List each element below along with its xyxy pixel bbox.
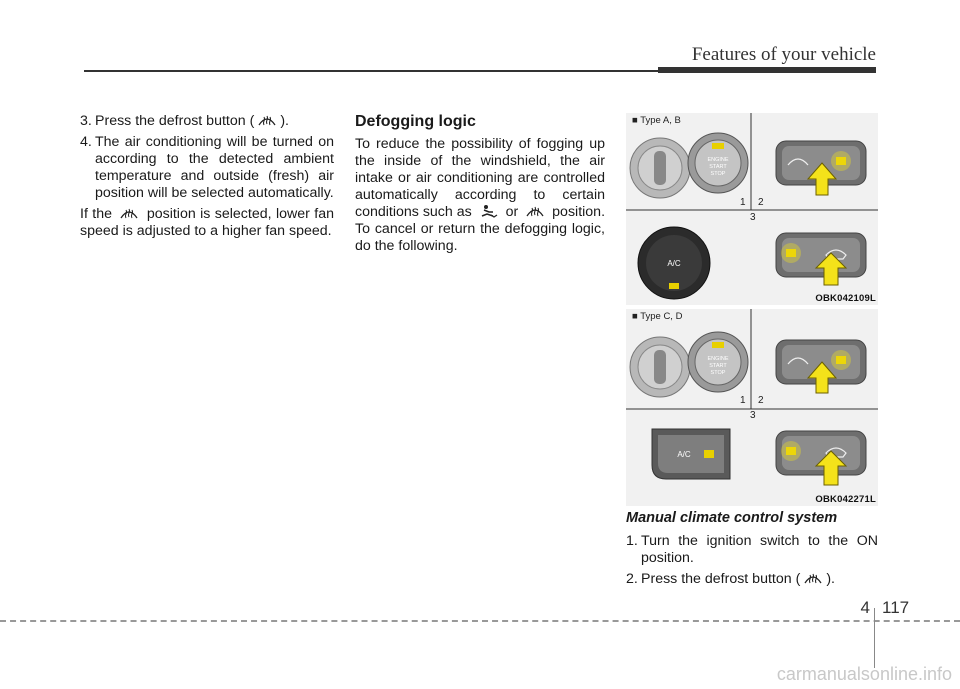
step-text: Press the defrost button ( <box>95 113 255 129</box>
defrost-icon <box>524 204 546 218</box>
defrost-icon <box>256 113 278 127</box>
defrost-icon <box>802 571 824 585</box>
figure-code: OBK042271L <box>815 494 876 505</box>
fan-speed-paragraph: If the position is selected, lower fan speed is adjusted to a higher fan speed. <box>80 206 334 239</box>
step-number: 2. <box>626 571 638 587</box>
figure-illustration <box>626 309 878 506</box>
footer-rule <box>0 620 960 622</box>
header-rule-accent <box>658 67 876 73</box>
step-text-end: ). <box>826 571 835 587</box>
watermark: carmanualsonline.info <box>776 664 952 684</box>
callout-1: 1 <box>740 395 746 406</box>
step-number: 4. <box>80 134 92 150</box>
floor-defrost-icon <box>478 204 500 218</box>
step-number: 3. <box>80 113 92 129</box>
svg-text:START: START <box>709 164 727 170</box>
step-text: The air conditioning will be turned on according to the detected ambient temperature and outside (fresh) air position will be selected automatically. <box>95 134 334 201</box>
step-4 <box>80 134 334 202</box>
svg-text:START: START <box>709 363 727 369</box>
step-3 <box>80 113 334 130</box>
manual-step-2 <box>626 571 878 588</box>
svg-text:ENGINE: ENGINE <box>707 157 729 163</box>
footer-divider <box>874 608 875 668</box>
manual-step-1 <box>626 533 878 567</box>
left-column <box>80 113 334 244</box>
callout-2: 2 <box>758 395 764 406</box>
figure-type-label: ■ Type A, B <box>632 115 681 126</box>
figure-type-label: ■ Type C, D <box>632 311 683 322</box>
header-title: Features of your vehicle <box>691 44 876 65</box>
callout-3: 3 <box>750 212 756 223</box>
svg-text:STOP: STOP <box>710 370 726 376</box>
defogging-paragraph: To reduce the possibility of fogging up the inside of the windshield, the air intake or air conditioning are controlled automatically according to certain conditions such as or position. To cancel or return the defogging logic, do the following. <box>355 136 606 254</box>
section-title: Defogging logic <box>355 113 476 130</box>
ac-label: A/C <box>677 450 691 459</box>
callout-2: 2 <box>758 197 764 208</box>
svg-text:ENGINE: ENGINE <box>707 356 729 362</box>
figure-illustration <box>626 113 878 305</box>
defrost-icon <box>118 206 140 220</box>
middle-column <box>355 113 605 259</box>
figure-code: OBK042109L <box>815 293 876 304</box>
ac-label: A/C <box>667 259 681 268</box>
chapter-number: 4 <box>860 598 870 617</box>
svg-text:STOP: STOP <box>710 171 726 177</box>
page-number: 117 <box>882 598 910 617</box>
right-column <box>626 510 878 592</box>
step-text: Turn the ignition switch to the ON position. <box>641 533 878 566</box>
step-number: 1. <box>626 533 638 549</box>
callout-3: 3 <box>750 410 756 421</box>
figure-type-cd <box>626 309 878 506</box>
figure-type-ab <box>626 113 878 305</box>
subsection-title: Manual climate control system <box>626 510 838 526</box>
step-text-end: ). <box>280 113 289 129</box>
step-text: Press the defrost button ( <box>641 571 801 587</box>
callout-1: 1 <box>740 197 746 208</box>
